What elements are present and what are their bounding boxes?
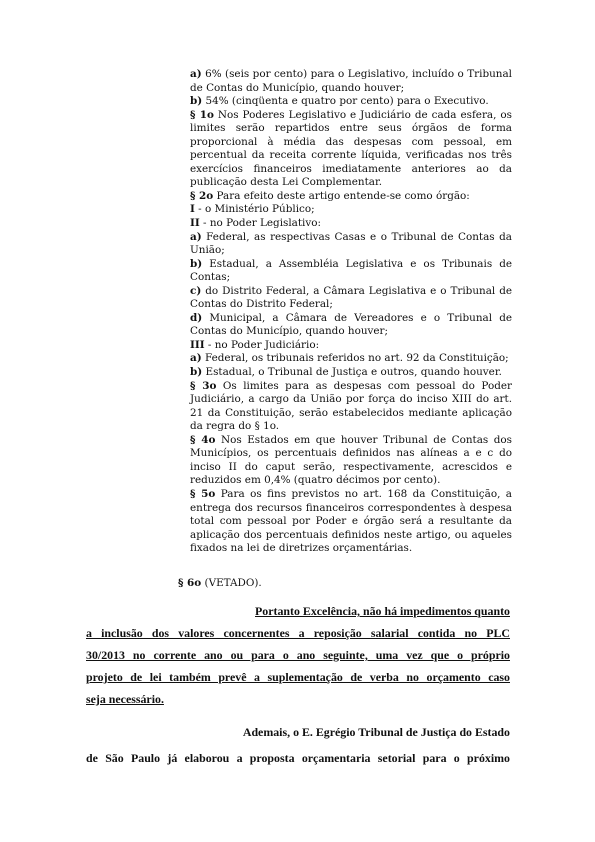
quote-item-b3: b) Estadual, o Tribunal de Justiça e outros, quando houver. [190,366,502,379]
quote-item-a3: a) Federal, os tribunais referidos no art. 92 da Constituição; [190,352,509,365]
quote-item-ii: II - no Poder Legislativo: [190,217,321,230]
quote-item-b1: b) 54% (cinqüenta e quatro por cento) para o Executivo. [190,95,489,108]
quote-paragraph-5: § 5o Para os fins previstos no art. 168 da Constituição, a entrega dos recursos financeiros correspondentes à despesa total com pessoal por Poder e órgão será a resultante da aplicação dos percentuais definidos neste artigo, ou aqueles fixados na lei de diretrizes orçamentárias. [190,487,513,555]
quote-paragraph-1: § 1o Nos Poderes Legislativo e Judiciário de cada esfera, os limites serão repartidos entre seus órgãos de forma proporcional à média das despesas com pessoal, em percentual da receita corrente líquida, verificadas nos três exercícios financeiros imediatamente anteriores ao da publicação desta Lei Complementar. [190,108,512,189]
quote-paragraph-6: § 6o (VETADO). [178,577,262,589]
quote-item-iii: III - no Poder Judiciário: [190,338,320,351]
quote-item-d2: d) Municipal, a Câmara de Vereadores e o Tribunal de Contas do Município, quando houver; [190,311,512,338]
quote-paragraph-3: § 3o Os limites para as despesas com pessoal do Poder Judiciário, a cargo da União por força do inciso XIII do art. 21 da Constituição, serão estabelecidos mediante aplicação da regra do § 1o. [190,379,512,433]
law-quote-block [190,68,512,556]
quote-paragraph-2: § 2o Para efeito deste artigo entende-se como órgão: [190,189,470,202]
paragraph-portanto: Portanto Excelência, não há impedimentos quanto a inclusão dos valores concernentes a reposição salarial contida no PLC 30/2013 no corrente ano ou para o ano seguinte, uma vez que o próprio projeto de lei também prevê a suplementação de verba no orçamento caso seja necessário. [86,604,510,706]
quote-item-c2: c) do Distrito Federal, a Câmara Legislativa e o Tribunal de Contas do Distrito Federal; [190,284,512,311]
paragraph-ademais: Ademais, o E. Egrégio Tribunal de Justiça do Estado de São Paulo já elaborou a proposta orçamentaria setorial para o próximo [86,725,510,765]
quote-item-a1: a) 6% (seis por cento) para o Legislativo, incluído o Tribunal de Contas do Município, quando houver; [190,68,512,94]
quote-paragraph-4: § 4o Nos Estados em que houver Tribunal de Contas dos Municípios, os percentuais definidos nas alíneas a e c do inciso II do caput serão, respectivamente, acrescidos e reduzidos em 0,4% (quatro décimos por cento). [190,433,513,487]
quote-item-a2: a) Federal, as respectivas Casas e o Tribunal de Contas da União; [190,230,512,257]
quote-item-b2: b) Estadual, a Assembléia Legislativa e os Tribunais de Contas; [190,257,512,284]
quote-item-i: I - o Ministério Público; [190,203,315,216]
